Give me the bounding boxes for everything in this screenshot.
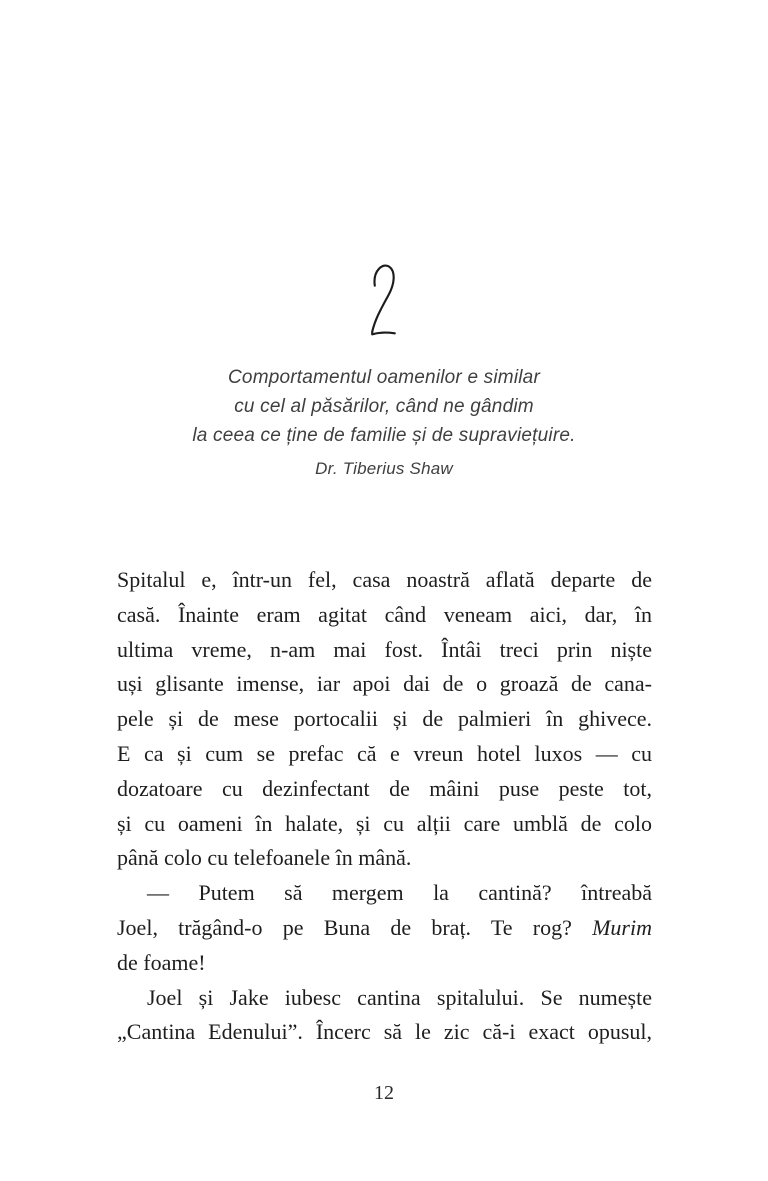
paragraph-dialogue xyxy=(117,876,652,980)
text-line: și cu oameni în halate, și cu alții care umblă de colo xyxy=(117,810,652,836)
text-line: uși glisante imense, iar apoi dai de o groază de cana- xyxy=(117,671,652,697)
paragraph xyxy=(117,981,652,1051)
text-line: pele și de mese portocalii și de palmieri în ghivece. xyxy=(117,706,652,732)
text-line xyxy=(117,911,652,946)
text-line: ultima vreme, n-am mai fost. Întâi treci prin niște xyxy=(117,636,652,662)
text-line: — Putem să mergem la cantină? întreabă xyxy=(147,880,652,906)
chapter-number-text xyxy=(365,342,366,343)
chapter-number-glyph xyxy=(365,260,403,342)
epigraph-attribution: Dr. Tiberius Shaw xyxy=(315,459,453,478)
page-number: 12 xyxy=(374,1082,394,1104)
text-line: E ca și cum se prefac că e vreun hotel luxos — cu xyxy=(117,740,652,766)
text-line: Spitalul e, într-un fel, casa noastră aflată departe de xyxy=(117,567,652,592)
text-line: dozatoare cu dezinfectant de mâini puse peste tot, xyxy=(117,775,652,801)
text-line: până colo cu telefoanele în mână. xyxy=(117,845,412,871)
epigraph-line: la ceea ce ține de familie și de supraviețuire. xyxy=(192,425,576,446)
text-line: „Cantina Edenului”. Încerc să le zic că-i exact opusul, xyxy=(117,1019,652,1045)
chapter-number xyxy=(365,260,403,342)
epigraph-line: cu cel al păsărilor, când ne gândim xyxy=(234,396,534,417)
text-segment: Joel, trăgând-o pe Buna de braț. Te rog? xyxy=(117,914,593,940)
text-line: casă. Înainte eram agitat când veneam aici, dar, în xyxy=(117,601,652,627)
paragraph xyxy=(117,563,652,876)
text-segment-italic: Murim xyxy=(592,914,652,940)
text-line: Joel și Jake iubesc cantina spitalului. Se numește xyxy=(147,984,652,1010)
body-text xyxy=(117,563,652,1050)
epigraph-line: Comportamentul oamenilor e similar xyxy=(228,367,540,388)
epigraph xyxy=(0,363,768,450)
text-line: de foame! xyxy=(117,949,206,975)
